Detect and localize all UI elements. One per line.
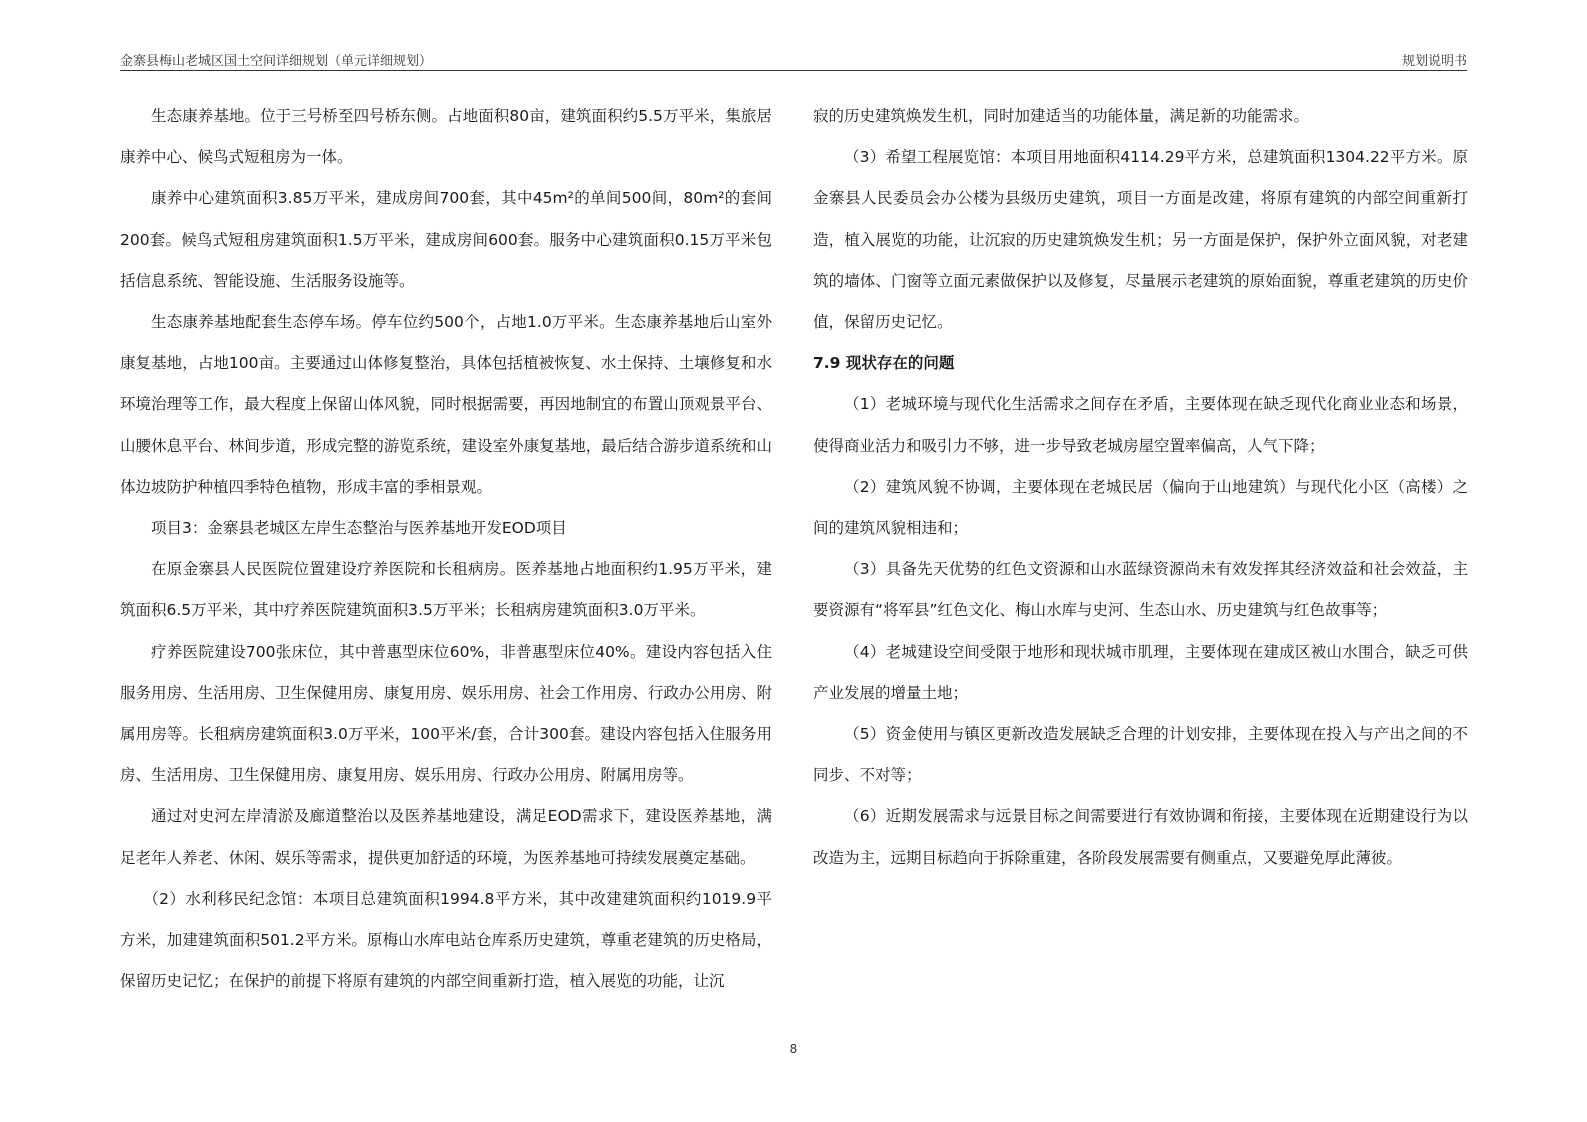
issue-item: （1）老城环境与现代化生活需求之间存在矛盾，主要体现在缺乏现代化商业业态和场景，使得商业活力和吸引力不够，进一步导致老城房屋空置率偏高，人气下降；: [813, 395, 1468, 455]
issue-item: （2）建筑风貌不协调，主要体现在老城民居（偏向于山地建筑）与现代化小区（高楼）之间的建筑风貌相违和；: [813, 477, 1468, 538]
issue-item: （4）老城建设空间受限于地形和现状城市肌理，主要体现在建成区被山水围合，缺乏可供产业发展的增量土地；: [813, 642, 1468, 702]
page-number: 8: [789, 1042, 798, 1056]
paragraph: 生态康养基地。位于三号桥至四号桥东侧。占地面积80亩，建筑面积约5.5万平米，集旅居康养中心、候鸟式短租房为一体。: [120, 107, 772, 167]
issue-item: （5）资金使用与镇区更新改造发展缺乏合理的计划安排，主要体现在投入与产出之间的不同步、不对等；: [813, 725, 1468, 785]
paragraph: 疗养医院建设700张床位，其中普惠型床位60%，非普惠型床位40%。建设内容包括入住服务用房、生活用房、卫生保健用房、康复用房、娱乐用房、社会工作用房、行政办公用房、附属用房等。长租病房建筑面积3.0万平米，100平米/套，合计300套。建设内容包括入住服务用房、生活用房、卫生保健用房、康复用房、娱乐用房、行政办公用房、附属用房等。: [120, 642, 772, 785]
issue-item: （6）近期发展需求与远景目标之间需要进行有效协调和衔接，主要体现在近期建设行为以改造为主，远期目标趋向于拆除重建，各阶段发展需要有侧重点，又要避免厚此薄彼。: [813, 807, 1468, 867]
paragraph: 生态康养基地配套生态停车场。停车位约500个，占地1.0万平米。生态康养基地后山室外康复基地，占地100亩。主要通过山体修复整治，具体包括植被恢复、水土保持、土壤修复和水环境治理等工作，最大程度上保留山体风貌，同时根据需要，再因地制宜的布置山顶观景平台、山腰休息平台、林间步道，形成完整的游览系统，建设室外康复基地，最后结合游步道系统和山体边坡防护种植四季特色植物，形成丰富的季相景观。: [120, 313, 772, 496]
header-title: 金寨县梅山老城区国土空间详细规划（单元详细规划）: [120, 54, 433, 69]
right-column: [813, 96, 1468, 879]
paragraph: 康养中心建筑面积3.85万平米，建成房间700套，其中45m²的单间500间，80m²的套间200套。候鸟式短租房建筑面积1.5万平米，建成房间600套。服务中心建筑面积0.15万平米包括信息系统、智能设施、生活服务设施等。: [120, 189, 772, 290]
header-doc-type: 规划说明书: [1401, 54, 1467, 69]
page-header: [120, 48, 1467, 71]
paragraph: 在原金寨县人民医院位置建设疗养医院和长租病房。医养基地占地面积约1.95万平米，建筑面积6.5万平米，其中疗养医院建筑面积3.5万平米；长租病房建筑面积3.0万平米。: [120, 560, 772, 620]
section-heading: 7.9 现状存在的问题: [813, 354, 955, 373]
paragraph: 项目3：金寨县老城区左岸生态整治与医养基地开发EOD项目: [151, 519, 567, 538]
issue-item: （3）具备先天优势的红色文资源和山水蓝绿资源尚未有效发挥其经济效益和社会效益，主要资源有“将军县”红色文化、梅山水库与史河、生态山水、历史建筑与红色故事等；: [813, 560, 1468, 620]
paragraph: 通过对史河左岸清淤及廊道整治以及医养基地建设，满足EOD需求下，建设医养基地，满足老年人养老、休闲、娱乐等需求，提供更加舒适的环境，为医养基地可持续发展奠定基础。: [120, 807, 772, 867]
paragraph: （3）希望工程展览馆：本项目用地面积4114.29平方米，总建筑面积1304.22平方米。原金寨县人民委员会办公楼为县级历史建筑，项目一方面是改建，将原有建筑的内部空间重新打造，植入展览的功能，让沉寂的历史建筑焕发生机；另一方面是保护，保护外立面风貌，对老建筑的墙体、门窗等立面元素做保护以及修复，尽量展示老建筑的原始面貌，尊重老建筑的历史价值，保留历史记忆。: [813, 148, 1468, 332]
paragraph: （2）水利移民纪念馆：本项目总建筑面积1994.8平方米，其中改建建筑面积约1019.9平方米，加建建筑面积501.2平方米。原梅山水库电站仓库系历史建筑，尊重老建筑的历史格局，保留历史记忆；在保护的前提下将原有建筑的内部空间重新打造，植入展览的功能，让沉: [120, 889, 772, 991]
paragraph-continuation: 寂的历史建筑焕发生机，同时加建适当的功能体量，满足新的功能需求。: [813, 107, 1310, 125]
left-column: [120, 96, 772, 1002]
